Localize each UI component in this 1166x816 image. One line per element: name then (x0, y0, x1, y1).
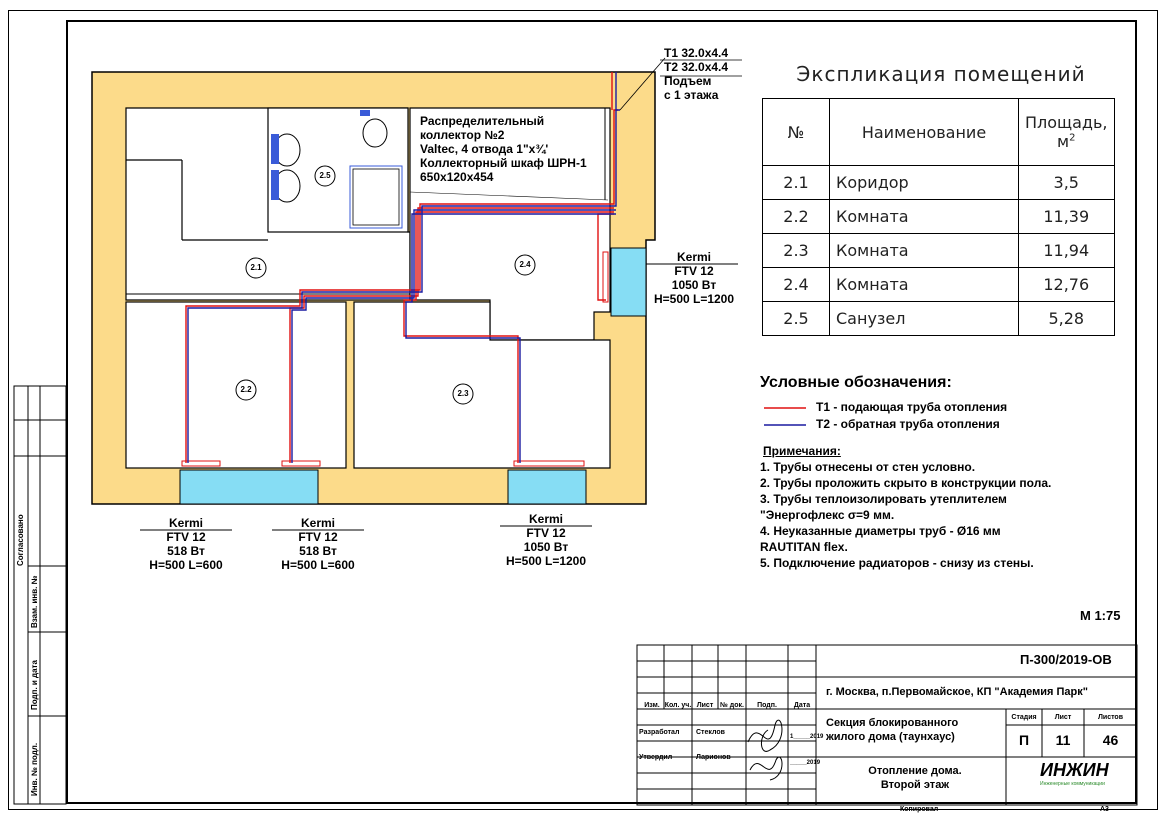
table-row: 2.2 Комната 11,39 (763, 200, 1115, 234)
room-label: 2.2 (240, 385, 252, 394)
radiator-label: Kermi FTV 12 518 Вт H=500 L=600 (149, 516, 223, 572)
legend-supply: T1 - подающая труба отопления (816, 400, 1008, 414)
window (180, 470, 318, 504)
room-label: 2.4 (519, 260, 531, 269)
side-agreed: Согласовано (16, 514, 25, 566)
side-sign-date: Подп. и дата (30, 660, 39, 710)
address: г. Москва, п.Первомайское, КП "Академия Парк" (826, 686, 1088, 698)
scale-label: М 1:75 (1080, 608, 1121, 623)
table-row: 2.4 Комната 12,76 (763, 268, 1115, 302)
legend-title: Условные обозначения: (760, 374, 952, 391)
room-label: 2.3 (457, 389, 469, 398)
radiator-label: Kermi FTV 12 1050 Вт H=500 L=1200 (653, 250, 735, 306)
riser-note: T1 32.0x4.4 T2 32.0x4.4 Подъем с 1 этажа (664, 46, 729, 102)
room-label: 2.5 (319, 171, 331, 180)
sheet-name: Отопление дома. Второй этаж (868, 765, 962, 791)
side-inv: Инв. № подл. (30, 742, 39, 796)
room-label: 2.1 (250, 263, 262, 272)
table-row: 2.5 Санузел 5,28 (763, 302, 1115, 336)
company-logo-subtitle: Инженерные коммуникации (1040, 781, 1105, 787)
radiator-label: Kermi FTV 12 1050 Вт H=500 L=1200 (505, 512, 587, 568)
legend-return: T2 - обратная труба отопления (816, 417, 1000, 431)
side-replace: Взам. инв. № (30, 575, 39, 628)
explication-title: Экспликация помещений (796, 62, 1086, 86)
object-name: Секция блокированного жилого дома (таунхаус) (826, 717, 959, 743)
explication-table: № Наименование Площадь, $м^2$ 2.1 Коридор 3,5 2.2 Комната 11,39 2.3 Комната 11,94 2.4 Комната 12,76 2.5 Санузел 5,28 (762, 98, 1115, 336)
table-row: 2.3 Комната 11,94 (763, 234, 1115, 268)
notes: Примечания: 1. Трубы отнесены от стен условно. 2. Трубы проложить скрыто в конструкции пола. 3. Трубы теплоизолировать утеплителем "Энергофлекс σ=9 мм. 4. Неуказанные диаметры труб - Ø16 мм RAUTITAN flex. 5. Подключение радиаторов - снизу из стены. (760, 444, 1052, 570)
window (611, 248, 646, 316)
company-logo: ИНЖИН (1040, 760, 1109, 780)
collector-note: Распределительный коллектор №2 Valtec, 4 отвода 1"x¾' Коллекторный шкаф ШРН-1 650x120x454 (420, 114, 587, 184)
table-row: 2.1 Коридор 3,5 (763, 166, 1115, 200)
window (508, 470, 586, 504)
document-code: П-300/2019-ОВ (1020, 652, 1112, 667)
radiator-label: Kermi FTV 12 518 Вт H=500 L=600 (281, 516, 355, 572)
